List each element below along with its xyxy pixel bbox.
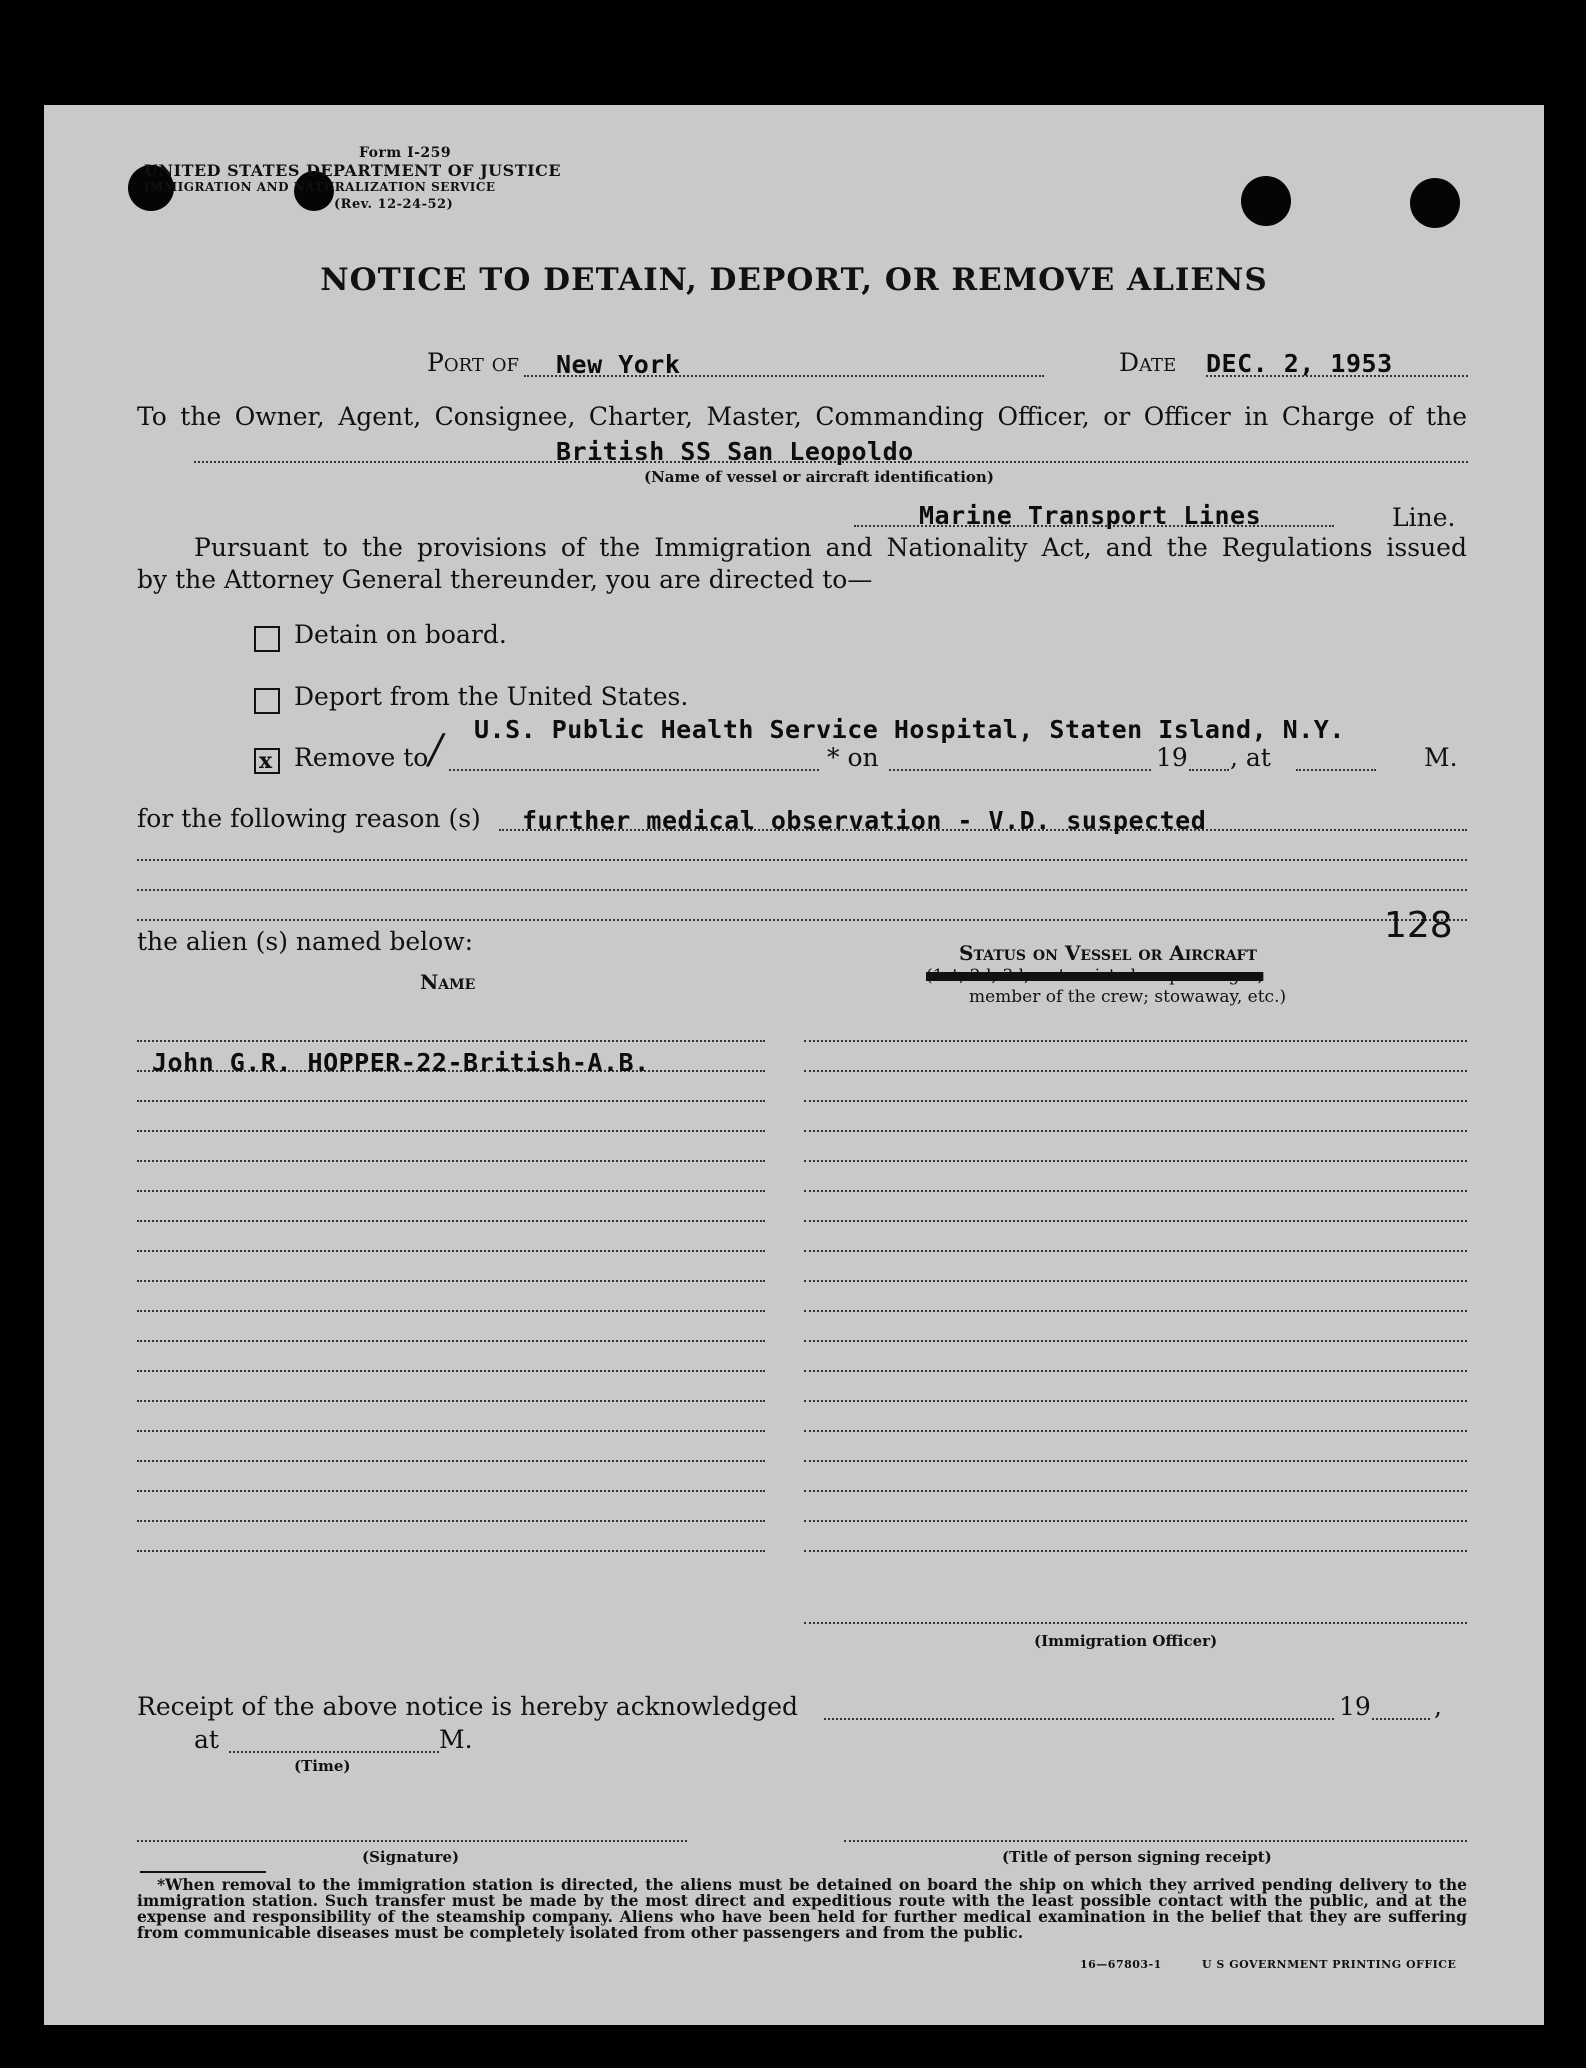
reason-value: further medical observation - V.D. suspected [522,806,1207,835]
status-row-line [804,1280,1467,1282]
name-row-line [137,1310,765,1312]
name-row-line [137,1220,765,1222]
name-row-line [137,1400,765,1402]
name-row-line [137,1370,765,1372]
name-row-line [137,1190,765,1192]
deport-label: Deport from the United States. [294,682,689,711]
title-signing-caption: (Title of person signing receipt) [1002,1848,1272,1866]
receipt-time-line [229,1751,439,1753]
receipt-year-prefix: 19 [1339,1692,1371,1721]
remove-date-line [889,769,1151,771]
status-row-line [804,1490,1467,1492]
pursuant-text-2: by the Attorney General thereunder, you are directed to— [137,565,873,594]
deport-checkbox[interactable] [254,688,280,714]
status-row-line [804,1190,1467,1192]
vessel-value: British SS San Leopoldo [556,437,914,466]
status-subtitle-2: member of the crew; stowaway, etc.) [969,987,1287,1007]
title-signing-line [844,1840,1467,1842]
department-name: UNITED STATES DEPARTMENT OF JUSTICE [144,161,562,180]
name-row-line [137,1520,765,1522]
receipt-m-label: M. [439,1725,473,1754]
remove-time-line [1296,769,1376,771]
port-label: Port of [427,348,520,377]
name-row-line [137,1340,765,1342]
document-page [44,105,1544,2025]
status-row-line [804,1400,1467,1402]
footnote-text: *When removal to the immigration station is directed, the aliens must be detained on board the ship on which they arrived pending delivery to the immigration station. Such transfer must be made by the most direct and expeditious route with the least possible contact with the public, and at the expense and responsibility of the steamship company. Aliens who have been held for further medical examination in the belief that they are suffering from communicable diseases must be completely isolated from other passengers and from the public. [137,1875,1467,1942]
line-value: Marine Transport Lines [919,501,1262,530]
remove-at-label: , at [1230,743,1271,772]
status-row-line [804,1130,1467,1132]
reason-line-4 [137,919,1467,921]
printer-name: U S GOVERNMENT PRINTING OFFICE [1202,1958,1457,1971]
name-row-line [137,1130,765,1132]
form-revision: (Rev. 12-24-52) [334,197,454,212]
remove-destination: U.S. Public Health Service Hospital, Staten Island, N.Y. [474,715,1345,744]
name-row-line [137,1490,765,1492]
status-column-header: Status on Vessel or Aircraft [959,941,1257,965]
remove-tick-mark: / [429,727,443,773]
name-column-header: Name [420,970,476,994]
vessel-caption: (Name of vessel or aircraft identification) [644,468,994,486]
addressee-text: To the Owner, Agent, Consignee, Charter, Master, Commanding Officer, or Officer in Charge of the [137,402,1467,431]
name-row-line [137,1430,765,1432]
receipt-year-line [1372,1718,1430,1720]
receipt-at-label: at [194,1725,219,1754]
remove-checkbox[interactable] [254,748,280,774]
status-row-line [804,1310,1467,1312]
status-row-line [804,1040,1467,1042]
signature-caption: (Signature) [362,1848,460,1866]
remove-on-label: * on [827,743,879,772]
alien-entry: John G.R. HOPPER-22-British-A.B. [152,1048,650,1077]
punch-hole-right-2 [1410,178,1460,228]
footnote-rule [140,1871,266,1873]
aliens-label: the alien (s) named below: [137,927,474,956]
name-row-line [137,1460,765,1462]
status-row-line [804,1460,1467,1462]
status-row-line [804,1070,1467,1072]
status-row-line [804,1220,1467,1222]
destination-line [449,769,819,771]
remove-check-mark: x [259,748,273,774]
name-row-line [137,1280,765,1282]
punch-hole-right-1 [1241,176,1291,226]
annotation-number: 128 [1384,905,1453,946]
date-label: Date [1119,348,1177,377]
reason-line-2 [137,859,1467,861]
remove-label: Remove to [294,743,429,772]
name-row-line [137,1100,765,1102]
status-row-line [804,1550,1467,1552]
remove-m-label: M. [1424,743,1458,772]
officer-caption: (Immigration Officer) [1034,1632,1218,1650]
agency-header [144,145,664,213]
detain-label: Detain on board. [294,620,507,649]
page-title: NOTICE TO DETAIN, DEPORT, OR REMOVE ALIENS [320,262,1268,298]
status-row-line [804,1160,1467,1162]
reason-line-3 [137,889,1467,891]
signature-line [137,1840,687,1842]
detain-checkbox[interactable] [254,626,280,652]
status-row-line [804,1370,1467,1372]
line-label: Line. [1392,503,1456,532]
status-subtitle-1: (1st, 2d, 3d, or tourist class passenger; [926,966,1264,986]
status-row-line [804,1100,1467,1102]
status-row-line [804,1430,1467,1432]
port-value: New York [556,350,681,379]
service-name: IMMIGRATION AND NATURALIZATION SERVICE [144,180,496,194]
form-number: Form I-259 [359,145,452,161]
status-row-line [804,1340,1467,1342]
reason-label: for the following reason (s) [137,804,481,833]
remove-year-line [1189,769,1229,771]
receipt-date-line [824,1718,1334,1720]
print-code: 16—67803-1 [1080,1958,1162,1971]
name-row-line [137,1040,765,1042]
officer-signature-line [804,1622,1467,1624]
status-row-line [804,1250,1467,1252]
name-row-line [137,1160,765,1162]
receipt-text: Receipt of the above notice is hereby acknowledged [137,1692,798,1721]
pursuant-text-1: Pursuant to the provisions of the Immigration and Nationality Act, and the Regulations issued [194,533,1467,562]
receipt-comma: , [1434,1692,1442,1721]
remove-year-prefix: 19 [1156,743,1188,772]
name-row-line [137,1550,765,1552]
status-row-line [804,1520,1467,1522]
name-row-line [137,1250,765,1252]
date-value: DEC. 2, 1953 [1206,349,1393,378]
time-caption: (Time) [294,1757,351,1775]
